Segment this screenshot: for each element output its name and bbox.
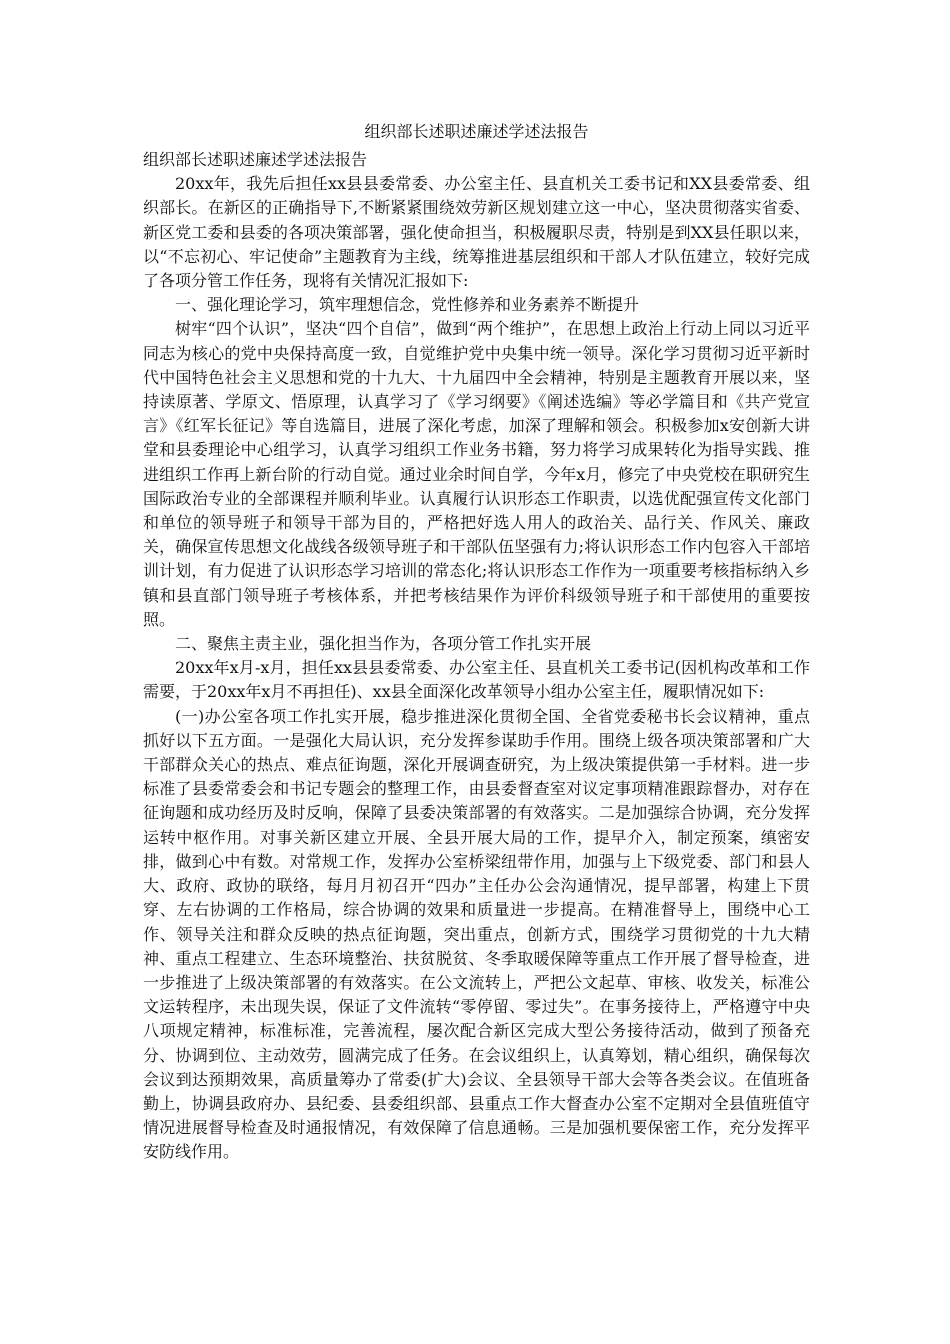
section-heading-1: 一、强化理论学习，筑牢理想信念，党性修养和业务素养不断提升 xyxy=(175,295,640,315)
body-paragraph: 20xx年x月-x月，担任xx县县委常委、办公室主任、县直机关工委书记(因机构改革和工作需要，于20xx年x月不再担任)、xx县全面深化改革领导小组办公室主任，履职情况如下: xyxy=(143,658,810,702)
document-title: 组织部长述职述廉述学述法报告 xyxy=(364,122,589,141)
body-paragraph: (一)办公室各项工作扎实开展，稳步推进深化贯彻全国、全省党委秘书长会议精神，重点抓好以下五方面。一是强化大局认识，充分发挥参谋助手作用。围绕上级各项决策部署和广大干部群众关心的热点、难点征询题，深化开展调查研究，为上级决策提供第一手材料。进一步标准了县委常委会和书记专题会的整理工作，由县委督查室对议定事项精准跟踪督办，对存在征询题和成功经历及时反响，保障了县委决策部署的有效落实。二是加强综合协调，充分发挥运转中枢作用。对事关新区建立开展、全县开展大局的工作，提早介入，制定预案，缜密安排，做到心中有数。对常规工作，发挥办公室桥梁纽带作用，加强与上下级党委、部门和县人大、政府、政协的联络，每月月初召开“四办”主任办公会沟通情况，提早部署，构建上下贯穿、左右协调的工作格局，综合协调的效果和质量进一步提高。在精准督导上，围绕中心工作、领导关注和群众反映的热点征询题，突出重点，创新方式，围绕学习贯彻党的十九大精神、重点工程建立、生态环境整治、扶贫脱贫、冬季取暖保障等重点工作开展了督导检查，进一步推进了上级决策部署的有效落实。在公文流转上，严把公文起草、审核、收发关，标准公文运转程序，未出现失误，保证了文件流转“零停留、零过失”。在事务接待上，严格遵守中央八项规定精神，标准标准，完善流程，屡次配合新区完成大型公务接待活动，做到了预备充分、协调到位、主动效劳，圆满完成了任务。在会议组织上，认真筹划，精心组织，确保每次会议到达预期效果，高质量筹办了常委(扩大)会议、全县领导干部大会等各类会议。在值班备勤上，协调县政府办、县纪委、县委组织部、县重点工作大督查办公室不定期对全县值班值守情况进展督导检查及时通报情况，有效保障了信息通畅。三是加强机要保密工作，充分发挥平安防线作用。 xyxy=(143,706,810,1162)
document-subtitle: 组织部长述职述廉述学述法报告 xyxy=(143,150,368,169)
intro-paragraph: 20xx年，我先后担任xx县县委常委、办公室主任、县直机关工委书记和XX县委常委、组织部长。在新区的正确指导下,不断紧紧围绕效劳新区规划建立这一中心，坚决贯彻落实省委、新区党工委和县委的各项决策部署，强化使命担当，积极履职尽责，特别是到XX县任职以来，以“不忘初心、牢记使命”主题教育为主线，统筹推进基层组织和干部人才队伍建立，较好完成了各项分管工作任务，现将有关情况汇报如下: xyxy=(143,174,810,291)
body-paragraph: 树牢“四个认识”，坚决“四个自信”，做到“两个维护”，在思想上政治上行动上同以习近平同志为核心的党中央保持高度一致，自觉维护党中央集中统一领导。深化学习贯彻习近平新时代中国特色社会主义思想和党的十九大、十九届四中全会精神，特别是主题教育开展以来，坚持读原著、学原文、悟原理，认真学习了《学习纲要》《阐述选编》等必学篇目和《共产党宣言》《红军长征记》等自选篇目，进展了深化考虑，加深了理解和领会。积极参加x安创新大讲堂和县委理论中心组学习，认真学习组织工作业务书籍，努力将学习成果转化为指导实践、推进组织工作再上新台阶的行动自觉。通过业余时间自学，今年x月，修完了中央党校在职研究生国际政治专业的全部课程并顺利毕业。认真履行认识形态工作职责，以选优配强宣传文化部门和单位的领导班子和领导干部为目的，严格把好选人用人的政治关、品行关、作风关、廉政关，确保宣传思想文化战线各级领导班子和干部队伍坚强有力;将认识形态工作内包容入干部培训计划，有力促进了认识形态学习培训的常态化;将认识形态工作作为一项重要考核指标纳入乡镇和县直部门领导班子考核体系，并把考核结果作为评价科级领导班子和干部使用的重要按照。 xyxy=(143,319,810,629)
document-page xyxy=(143,122,810,1165)
section-heading-2: 二、聚焦主责主业，强化担当作为，各项分管工作扎实开展 xyxy=(175,634,592,654)
